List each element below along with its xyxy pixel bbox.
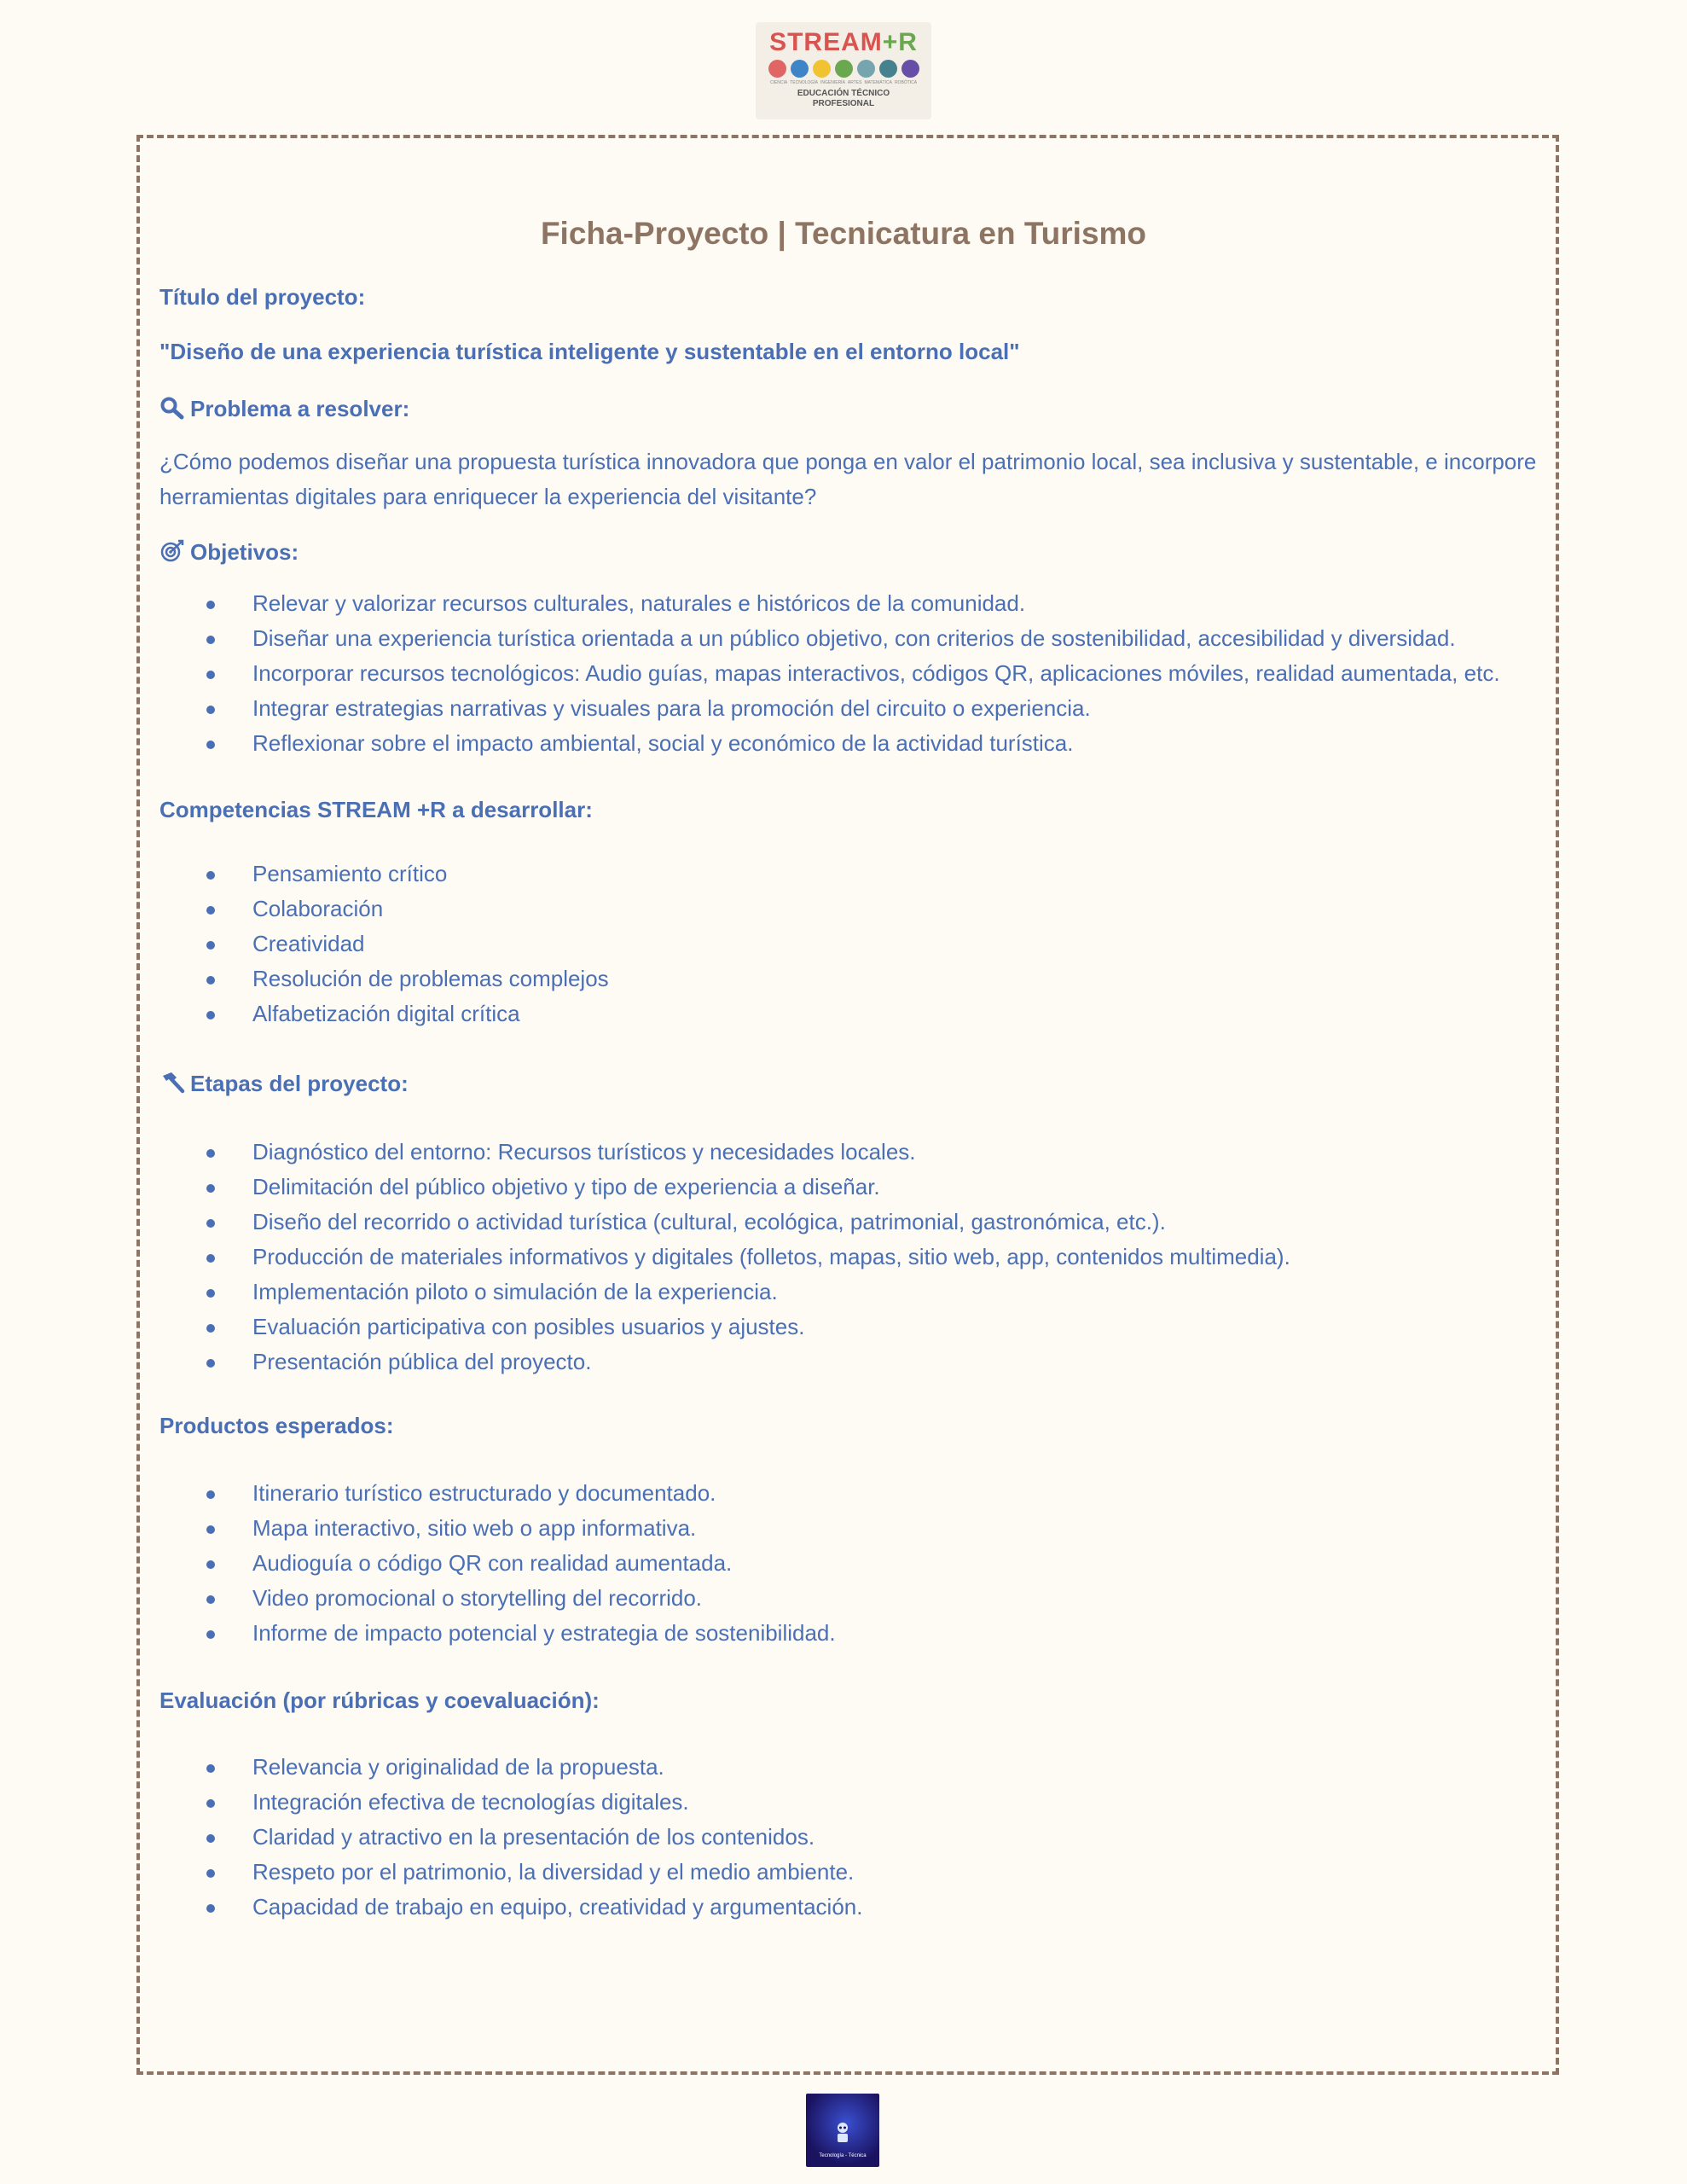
logo-subtitle: EDUCACIÓN TÉCNICO PROFESIONAL [797,89,890,108]
robot-icon [901,60,919,78]
list-item: Informe de impacto potencial y estrategia de sostenibilidad. [159,1616,1541,1651]
project-title-label: Título del proyecto: [159,284,366,310]
stream-r-logo [756,22,931,119]
list-item: Capacidad de trabajo en equipo, creatividad y argumentación. [159,1890,1541,1925]
tecnologia-tecnica-logo [806,2094,879,2167]
target-icon [159,539,185,563]
science-icon [768,60,786,78]
stages-heading [159,1068,1541,1099]
list-item: Integración efectiva de tecnologías digitales. [159,1785,1541,1820]
math-icon [879,60,897,78]
logo-wordmark [769,29,918,56]
logo-category: ROBÓTICA [894,80,918,85]
engineering-icon [813,60,831,78]
problem-heading-text: Problema a resolver: [190,396,410,421]
list-item: Creatividad [159,926,1541,961]
arts-icon [857,60,875,78]
list-item: Mapa interactivo, sitio web o app informativa. [159,1511,1541,1546]
list-item: Relevar y valorizar recursos culturales, naturales e históricos de la comunidad. [159,586,1541,621]
project-title: "Diseño de una experiencia turística inteligente y sustentable en el entorno local" [159,339,1020,364]
magnifier-icon [159,396,185,420]
list-item: Reflexionar sobre el impacto ambiental, social y económico de la actividad turística. [159,726,1541,761]
list-item: Integrar estrategias narrativas y visuales para la promoción del circuito o experiencia. [159,691,1541,726]
hammer-icon [159,1071,185,1095]
list-item: Evaluación participativa con posibles usuarios y ajustes. [159,1310,1541,1345]
logo-category: ARTES [847,80,862,85]
list-item: Incorporar recursos tecnológicos: Audio guías, mapas interactivos, códigos QR, aplicaciones móviles, realidad aumentada, etc. [159,656,1541,691]
page-title: Ficha-Proyecto | Tecnicatura en Turismo [540,216,1147,251]
list-item: Itinerario turístico estructurado y documentado. [159,1476,1541,1511]
list-item: Presentación pública del proyecto. [159,1345,1541,1380]
list-item: Audioguía o código QR con realidad aumentada. [159,1546,1541,1581]
logo-category: INGENIERÍA [820,80,845,85]
list-item: Respeto por el patrimonio, la diversidad y el medio ambiente. [159,1855,1541,1890]
logo-wordmark-main: STREAM [769,28,883,56]
objectives-list [159,586,1541,761]
objectives-heading [159,537,1541,567]
list-item: Colaboración [159,892,1541,926]
list-item: Producción de materiales informativos y digitales (folletos, mapas, sitio web, app, contenidos multimedia). [159,1240,1541,1275]
competencies-list [159,857,1541,1031]
robot-icon [832,2121,854,2146]
products-heading: Productos esperados: [159,1413,394,1438]
list-item: Relevancia y originalidad de la propuesta. [159,1750,1541,1785]
logo-category: MATEMÁTICA [864,80,892,85]
footer-logo-caption: Tecnología - Técnica [819,2153,867,2158]
problem-heading [159,393,1541,424]
logo-wordmark-suffix: +R [882,28,918,56]
logo-category: TECNOLOGÍA [790,80,819,85]
list-item: Diseñar una experiencia turística orientada a un público objetivo, con criterios de sostenibilidad, accesibilidad y diversidad. [159,621,1541,656]
logo-category: CIENCIA [769,80,788,85]
list-item: Diseño del recorrido o actividad turística (cultural, ecológica, patrimonial, gastronómica, etc.). [159,1205,1541,1240]
list-item: Diagnóstico del entorno: Recursos turísticos y necesidades locales. [159,1135,1541,1170]
evaluation-heading: Evaluación (por rúbricas y coevaluación): [159,1687,600,1713]
competencies-heading: Competencias STREAM +R a desarrollar: [159,797,593,822]
list-item: Resolución de problemas complejos [159,961,1541,996]
stages-list [159,1135,1541,1380]
list-item: Implementación piloto o simulación de la experiencia. [159,1275,1541,1310]
logo-categories [770,80,917,85]
document-body [159,282,1541,1925]
objectives-heading-text: Objetivos: [190,539,299,565]
list-item: Claridad y atractivo en la presentación de los contenidos. [159,1820,1541,1855]
products-list [159,1476,1541,1651]
technology-icon [791,60,809,78]
problem-text: ¿Cómo podemos diseñar una propuesta turística innovadora que ponga en valor el patrimonio local, sea inclusiva y sustentable, e incorpore herramientas digitales para enriquecer la experiencia del visitante? [159,449,1537,509]
logo-icons [768,60,919,78]
list-item: Video promocional o storytelling del recorrido. [159,1581,1541,1616]
stages-heading-text: Etapas del proyecto: [190,1071,409,1096]
list-item: Alfabetización digital crítica [159,996,1541,1031]
evaluation-list [159,1750,1541,1925]
leaf-icon [835,60,853,78]
list-item: Delimitación del público objetivo y tipo de experiencia a diseñar. [159,1170,1541,1205]
list-item: Pensamiento crítico [159,857,1541,892]
